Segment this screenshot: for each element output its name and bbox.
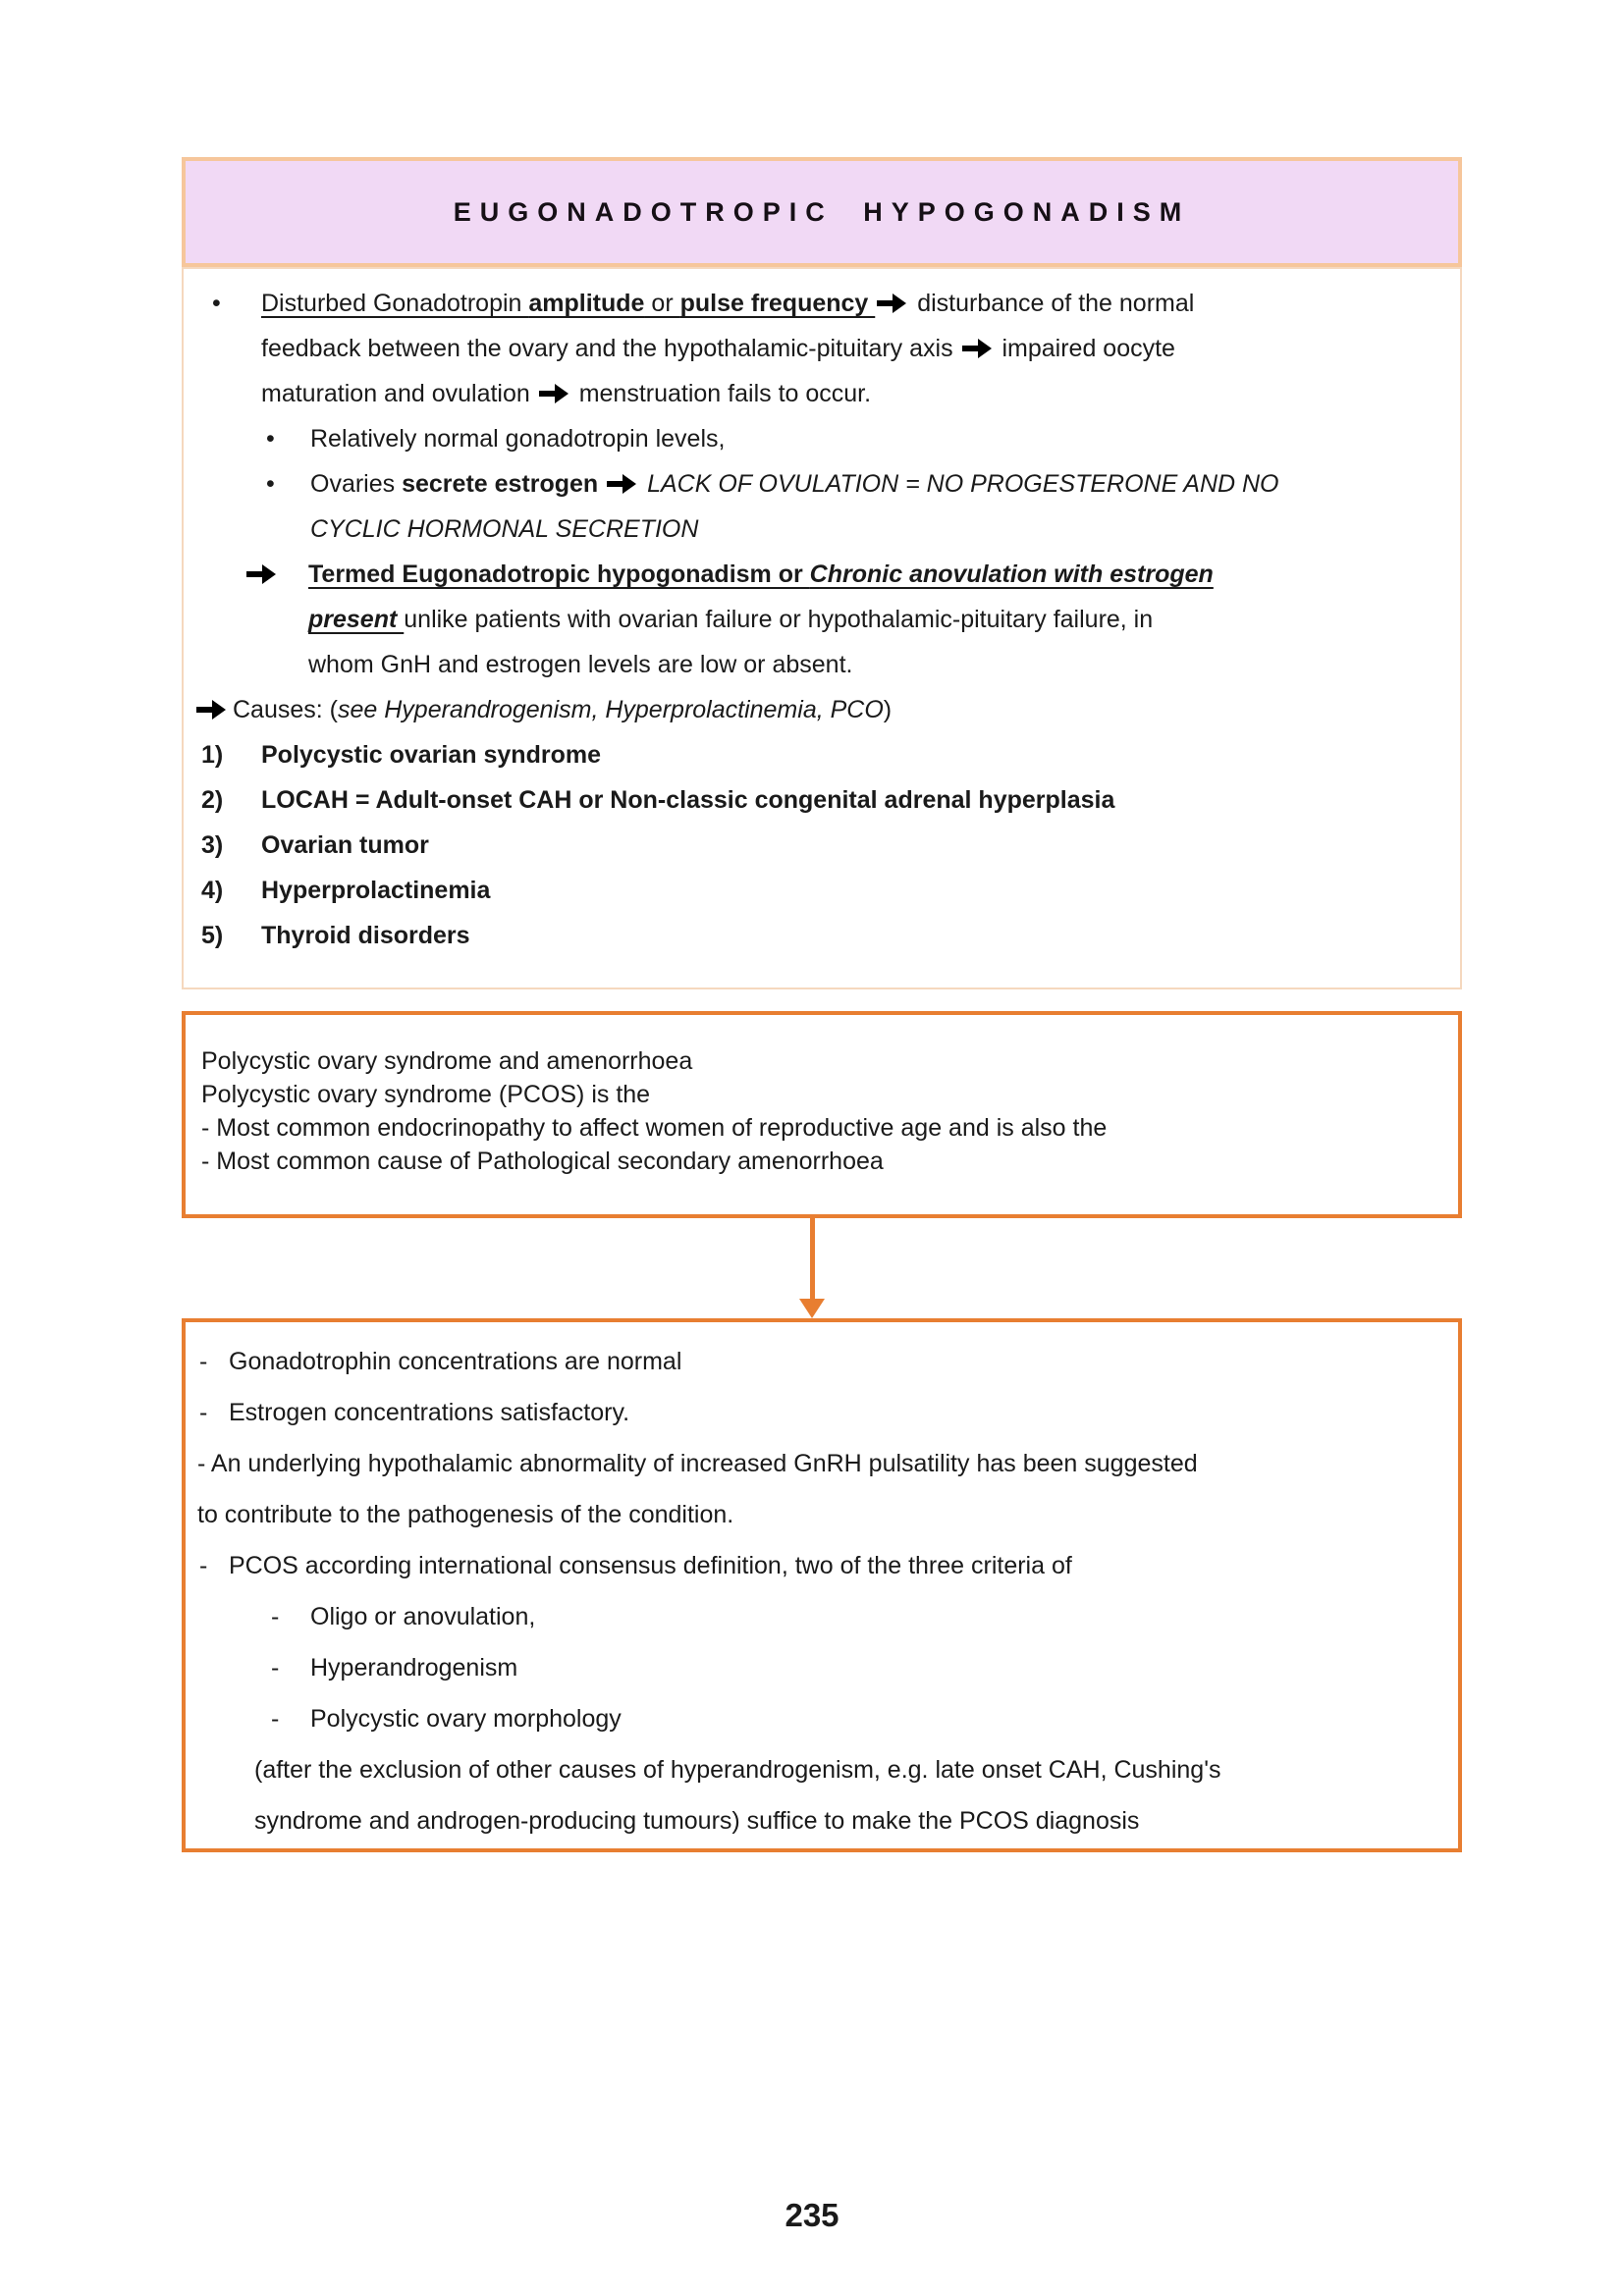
text: (after the exclusion of other causes of hyperandrogenism, e.g. late onset CAH, Cushing's — [254, 1756, 1221, 1784]
rich-text — [310, 515, 698, 543]
text-segment: pulse frequency — [679, 290, 876, 317]
causes-line — [184, 687, 1460, 732]
list-item — [184, 416, 1460, 461]
rich-text — [261, 786, 1114, 814]
text-segment: present — [308, 606, 405, 633]
text-segment: Causes: ( — [233, 696, 338, 723]
list-item-text: Hyperandrogenism — [310, 1654, 518, 1682]
rich-text — [261, 380, 871, 407]
text-line: Polycystic ovary syndrome (PCOS) is the — [201, 1081, 651, 1108]
text-segment: LOCAH = Adult-onset CAH or Non-classic congenital adrenal hyperplasia — [261, 786, 1115, 814]
text-segment: ) — [883, 696, 893, 723]
text: syndrome and androgen-producing tumours) suffice to make the PCOS diagnosis — [254, 1807, 1140, 1835]
text-segment: unlike patients with ovarian failure or hypothalamic-pituitary failure, in — [404, 606, 1154, 633]
text-segment: Disturbed Gonadotropin — [261, 290, 529, 317]
list-number: 4) — [201, 877, 224, 904]
arrow-icon — [962, 339, 992, 358]
text: to contribute to the pathogenesis of the condition. — [197, 1501, 734, 1528]
rich-text — [310, 470, 1279, 498]
dash-marker: - — [199, 1348, 208, 1375]
bullet-marker: • — [212, 290, 221, 317]
list-item — [184, 552, 1460, 597]
bullet-marker: • — [266, 470, 275, 498]
rich-text — [308, 561, 1214, 588]
rich-text — [261, 290, 1194, 317]
list-number: 3) — [201, 831, 224, 859]
bullet-marker: • — [266, 425, 275, 453]
text-segment: or — [644, 290, 680, 317]
rich-text — [308, 651, 852, 678]
rich-text — [261, 831, 429, 859]
connector-line — [810, 1218, 815, 1299]
dash-marker: - — [271, 1654, 280, 1682]
arrow-icon — [539, 384, 568, 403]
numbered-item — [184, 777, 1460, 823]
text-segment: secrete estrogen — [402, 470, 606, 498]
text-segment: impaired oocyte — [995, 335, 1175, 362]
page-title: EUGONADOTROPIC HYPOGONADISM — [453, 197, 1191, 227]
text-line — [186, 1438, 1458, 1489]
text-segment: Ovarian tumor — [261, 831, 429, 859]
text-line — [184, 507, 1460, 552]
overview-box — [182, 267, 1462, 989]
list-item — [186, 1387, 1458, 1438]
list-item — [186, 1591, 1458, 1642]
text-segment: Chronic anovulation with estrogen — [809, 561, 1214, 588]
rich-text — [261, 335, 1175, 362]
dash-marker: - — [271, 1603, 280, 1630]
list-item-text: PCOS according international consensus definition, two of the three criteria of — [229, 1552, 1072, 1579]
numbered-item — [184, 823, 1460, 868]
text-segment: disturbance of the normal — [910, 290, 1195, 317]
numbered-item — [184, 913, 1460, 958]
arrow-icon — [196, 700, 226, 720]
text-segment: Thyroid disorders — [261, 922, 470, 949]
text-segment: LACK OF OVULATION = NO PROGESTERONE AND NO — [647, 470, 1279, 498]
arrow-icon — [246, 564, 276, 584]
list-item — [186, 1642, 1458, 1693]
rich-text — [261, 877, 490, 904]
list-number: 2) — [201, 786, 224, 814]
list-item — [184, 281, 1460, 326]
list-number: 1) — [201, 741, 224, 769]
numbered-item — [184, 868, 1460, 913]
text-segment: amplitude — [528, 290, 645, 317]
text-segment: CYCLIC HORMONAL SECRETION — [310, 515, 699, 543]
text-line: - Most common cause of Pathological secondary amenorrhoea — [201, 1148, 884, 1175]
dash-marker: - — [271, 1705, 280, 1733]
text-line — [184, 371, 1460, 416]
text-line — [186, 1744, 1458, 1795]
arrowhead-icon — [799, 1299, 825, 1318]
title-banner — [182, 157, 1462, 267]
text-line — [184, 597, 1460, 642]
list-item-text: Oligo or anovulation, — [310, 1603, 536, 1630]
list-item-text: Polycystic ovary morphology — [310, 1705, 622, 1733]
list-item — [186, 1540, 1458, 1591]
list-item — [184, 461, 1460, 507]
text-segment: Relatively normal gonadotropin levels, — [310, 425, 726, 453]
text-line — [184, 326, 1460, 371]
text-segment: Hyperprolactinemia — [261, 877, 491, 904]
text-segment: Polycystic ovarian syndrome — [261, 741, 601, 769]
pcos-definition-box — [182, 1011, 1462, 1218]
rich-text — [310, 425, 725, 453]
text-segment: see Hyperandrogenism, Hyperprolactinemia, PCO — [337, 696, 884, 723]
text-segment: Termed Eugonadotropic hypogonadism or — [308, 561, 810, 588]
rich-text — [261, 741, 601, 769]
pcos-criteria-box — [182, 1318, 1462, 1852]
numbered-item — [184, 732, 1460, 777]
dash-marker: - — [199, 1399, 208, 1426]
text-segment: feedback between the ovary and the hypothalamic-pituitary axis — [261, 335, 960, 362]
text-segment: menstruation fails to occur. — [571, 380, 872, 407]
text-line: Polycystic ovary syndrome and amenorrhoea — [201, 1047, 693, 1075]
list-number: 5) — [201, 922, 224, 949]
rich-text — [233, 696, 892, 723]
text-segment: Ovaries — [310, 470, 403, 498]
text-line — [184, 642, 1460, 687]
rich-text — [261, 922, 470, 949]
down-arrow-connector — [799, 1218, 825, 1318]
list-item-text: Estrogen concentrations satisfactory. — [229, 1399, 630, 1426]
arrow-icon — [877, 294, 906, 313]
text-line: - Most common endocrinopathy to affect women of reproductive age and is also the — [201, 1114, 1108, 1142]
text-line — [186, 1795, 1458, 1846]
list-item — [186, 1336, 1458, 1387]
text-segment: whom GnH and estrogen levels are low or absent. — [308, 651, 853, 678]
text-segment: maturation and ovulation — [261, 380, 537, 407]
text: - An underlying hypothalamic abnormality of increased GnRH pulsatility has been suggested — [197, 1450, 1198, 1477]
list-item-text: Gonadotrophin concentrations are normal — [229, 1348, 682, 1375]
list-item — [186, 1693, 1458, 1744]
rich-text — [308, 606, 1153, 633]
text-line — [186, 1489, 1458, 1540]
arrow-icon — [607, 474, 636, 494]
page-number: 235 — [785, 2197, 839, 2233]
dash-marker: - — [199, 1552, 208, 1579]
